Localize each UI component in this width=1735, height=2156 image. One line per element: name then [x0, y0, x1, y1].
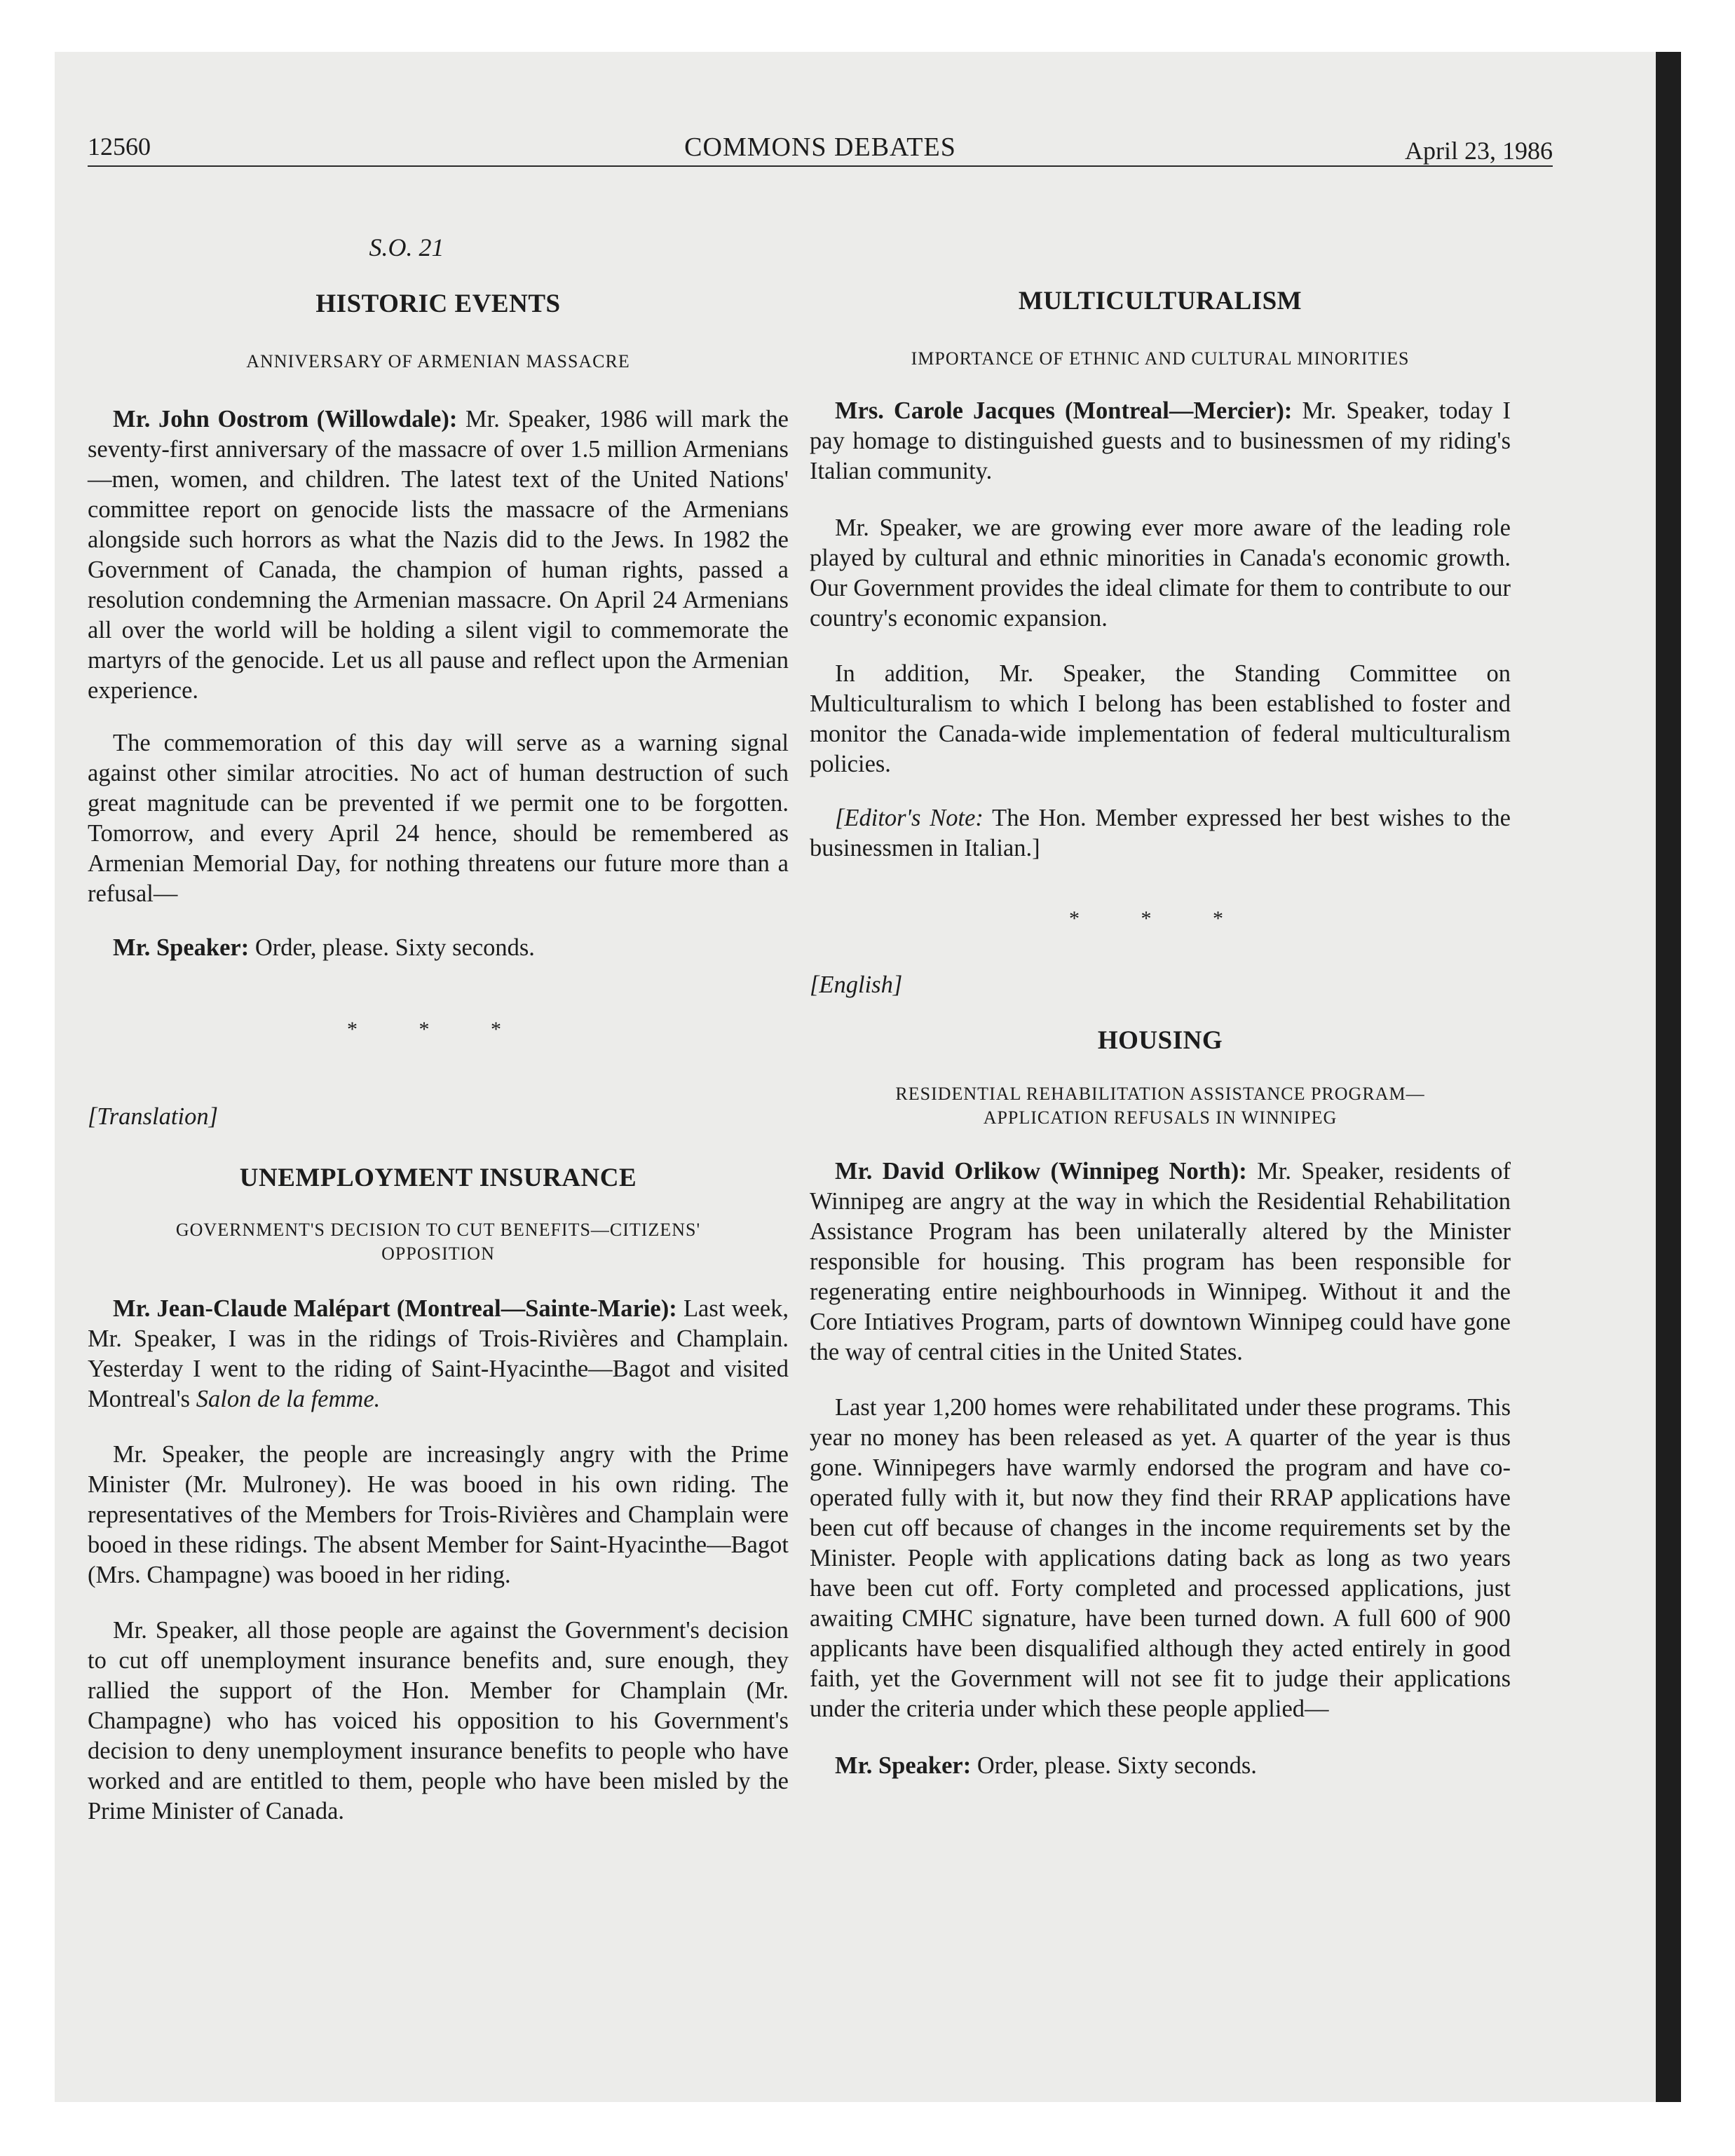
- standing-order-mark: S.O. 21: [369, 233, 444, 261]
- speech-orlikow-2: [810, 1393, 1511, 1724]
- speech-text: In addition, Mr. Speaker, the Standing Committee on Multiculturalism to which I belong has been established to foster and monitor the Canada-wide implementation of federal multiculturalism policies.: [810, 660, 1511, 777]
- speech-text: Mr. Speaker, the people are increasingly angry with the Prime Minister (Mr. Mulroney). He was booed in his own riding. The representatives of the Members for Trois-Rivières and Champlain were booed in these ridings. The absent Member for Saint-Hyacinthe—Bagot (Mrs. Champagne) was booed in her riding.: [88, 1441, 789, 1588]
- speech-jacques-3: [810, 659, 1511, 779]
- right-column: [810, 168, 1511, 1781]
- section-subheading-benefits-line2: OPPOSITION: [381, 1243, 495, 1264]
- speech-text: The commemoration of this day will serve as a warning signal against other similar atrocities. No act of human destruction of such great magnitude can be prevented if we permit one to be forgotten. Tomorrow, and every April 24 hence, should be remembered as Armenian Memorial Day, for nothing threatens our future more than a refusal—: [88, 730, 789, 907]
- section-subheading-minorities: IMPORTANCE OF ETHNIC AND CULTURAL MINORITIES: [911, 348, 1410, 369]
- section-heading-housing: HOUSING: [1097, 1026, 1223, 1055]
- page-date: April 23, 1986: [1405, 137, 1553, 165]
- running-title: COMMONS DEBATES: [684, 132, 956, 162]
- speaker-name: Mrs. Carole Jacques (Montreal—Mercier):: [835, 397, 1293, 424]
- speaker-name: Mr. Speaker:: [835, 1752, 972, 1779]
- speech-text: Mr. Speaker, all those people are against the Government's decision to cut off unemployment insurance benefits and, sure enough, they rallied the support of the Hon. Member for Champlain (Mr. Champagne) who has voiced his opposition to his Government's decision to deny unemployment insurance benefits to people who have worked and are entitled to them, people who have been misled by the Prime Minister of Canada.: [88, 1617, 789, 1824]
- speaker-name: Mr. John Oostrom (Willowdale):: [113, 406, 458, 432]
- language-note-translation: [Translation]: [88, 1103, 218, 1130]
- speech-jacques-1: [810, 396, 1511, 486]
- speech-text: Mr. Speaker, we are growing ever more aware of the leading role played by cultural and ethnic minorities in Canada's economic growth. Our Government provides the ideal climate for them to contribute to our country's economic expansion.: [810, 514, 1511, 632]
- section-divider-stars: * * *: [1069, 907, 1251, 930]
- speech-text: Mr. Speaker, residents of Winnipeg are angry at the way in which the Residential Rehabilitation Assistance Program has been unilaterally altered by the Minister responsible for housing. This program has been responsible for regenerating entire neighbourhoods in Winnipeg. Without it and the Core Intiatives Program, parts of downtown Winnipeg could have gone the way of central cities in the United States.: [810, 1158, 1511, 1365]
- section-subheading-rrap-line1: RESIDENTIAL REHABILITATION ASSISTANCE PROGRAM—: [895, 1084, 1425, 1104]
- speech-text: Last year 1,200 homes were rehabilitated under these programs. This year no money has been released as yet. A quarter of the year is thus gone. Winnipegers have warmly endorsed the program and have co-operated fully with it, but now they find their RRAP applications have been cut off because of changes in the income requirements set by the Minister. People with applications dating back as long as two years have been cut off. Forty completed and processed applications, just awaiting CMHC signature, have been turned down. A full 600 of 900 applicants have been disqualified although they acted entirely in good faith, yet the Government will not see fit to judge their applications under the criteria under which these people applied—: [810, 1394, 1511, 1722]
- left-column: [88, 168, 789, 1827]
- speech-jacques-2: [810, 513, 1511, 634]
- speech-malepart-3: [88, 1616, 789, 1827]
- speaker-name: Mr. Speaker:: [113, 934, 250, 961]
- speech-oostrom-1: [88, 404, 789, 706]
- speech-malepart-1: [88, 1294, 789, 1414]
- page-header: [88, 130, 1553, 167]
- speech-oostrom-2: [88, 728, 789, 909]
- speech-speaker-interrupt: [88, 933, 789, 963]
- speaker-name: Mr. Jean-Claude Malépart (Montreal—Sainte-Marie):: [113, 1295, 677, 1322]
- editors-note-label: [Editor's Note:: [835, 805, 984, 831]
- editors-note-text: The Hon. Member expressed her best wishes to the businessmen in Italian.]: [810, 805, 1511, 861]
- section-heading-historic-events: HISTORIC EVENTS: [315, 289, 561, 318]
- speech-text: Last week, Mr. Speaker, I was in the ridings of Trois-Rivières and Champlain. Yesterday I went to the riding of Saint-Hyacinthe—Bagot and visited Montreal's: [88, 1295, 789, 1412]
- section-subheading-armenian-massacre: ANNIVERSARY OF ARMENIAN MASSACRE: [246, 351, 630, 371]
- editors-note: [810, 803, 1511, 864]
- speech-text: Mr. Speaker, 1986 will mark the seventy-first anniversary of the massacre of over 1.5 million Armenians—men, women, and children. The latest text of the United Nations' committee report on genocide lists the massacre of the Armenians alongside such horrors as what the Nazis did to the Jews. In 1982 the Government of Canada, the champion of human rights, passed a resolution condemning the Armenian massacre. On April 24 Armenians all over the world will be holding a silent vigil to commemorate the martyrs of the genocide. Let us all pause and reflect upon the Armenian experience.: [88, 406, 789, 704]
- speech-text: Order, please. Sixty seconds.: [977, 1752, 1257, 1779]
- speech-italic-text: Salon de la femme.: [196, 1386, 381, 1412]
- speech-malepart-2: [88, 1440, 789, 1590]
- speaker-name: Mr. David Orlikow (Winnipeg North):: [835, 1158, 1247, 1185]
- section-heading-unemployment-insurance: UNEMPLOYMENT INSURANCE: [239, 1164, 637, 1192]
- speech-text: Order, please. Sixty seconds.: [254, 934, 535, 961]
- section-subheading-benefits-line1: GOVERNMENT'S DECISION TO CUT BENEFITS—CITIZENS': [175, 1220, 701, 1240]
- language-note-english: [English]: [810, 971, 903, 998]
- scan-edge-shadow: [1656, 52, 1681, 2102]
- section-subheading-rrap-line2: APPLICATION REFUSALS IN WINNIPEG: [983, 1107, 1338, 1128]
- page-number: 12560: [88, 132, 151, 161]
- speech-speaker-interrupt-2: [810, 1751, 1511, 1781]
- speech-text: Mr. Speaker, today I pay homage to distinguished guests and to businessmen of my riding's Italian community.: [810, 397, 1511, 484]
- speech-orlikow-1: [810, 1157, 1511, 1367]
- section-divider-stars: * * *: [347, 1018, 529, 1041]
- section-heading-multiculturalism: MULTICULTURALISM: [1018, 287, 1302, 315]
